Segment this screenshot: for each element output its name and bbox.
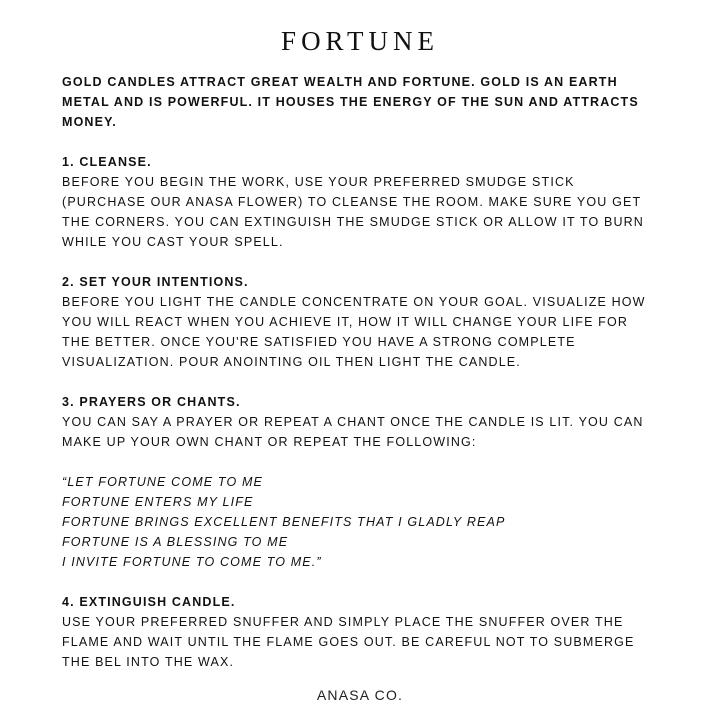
chant-line: FORTUNE BRINGS EXCELLENT BENEFITS THAT I GLADLY REAP: [62, 515, 506, 529]
step-set-intentions: [62, 272, 662, 372]
document-body: [62, 72, 662, 672]
brand-footer: ANASA CO.: [316, 687, 404, 703]
step-heading: 1. CLEANSE.: [62, 155, 152, 169]
step-text-line: (PURCHASE OUR ANASA FLOWER) TO CLEANSE THE ROOM. MAKE SURE YOU GET: [62, 195, 642, 209]
intro-line: GOLD CANDLES ATTRACT GREAT WEALTH AND FORTUNE. GOLD IS AN EARTH: [62, 75, 618, 89]
step-text-line: VISUALIZATION. POUR ANOINTING OIL THEN LIGHT THE CANDLE.: [62, 355, 521, 369]
step-text-line: MAKE UP YOUR OWN CHANT OR REPEAT THE FOLLOWING:: [62, 435, 477, 449]
step-text-line: THE BETTER. ONCE YOU'RE SATISFIED YOU HAVE A STRONG COMPLETE: [62, 335, 576, 349]
spacer: [62, 372, 662, 392]
chant-line: FORTUNE ENTERS MY LIFE: [62, 495, 254, 509]
page-title: FORTUNE: [281, 26, 439, 56]
step-heading: 2. SET YOUR INTENTIONS.: [62, 275, 249, 289]
step-text-line: BEFORE YOU BEGIN THE WORK, USE YOUR PREFERRED SMUDGE STICK: [62, 175, 575, 189]
step-text-line: THE CORNERS. YOU CAN EXTINGUISH THE SMUDGE STICK OR ALLOW IT TO BURN: [62, 215, 644, 229]
step-text-line: BEFORE YOU LIGHT THE CANDLE CONCENTRATE ON YOUR GOAL. VISUALIZE HOW: [62, 295, 646, 309]
step-prayers-or-chants: [62, 392, 662, 452]
chant-line: “LET FORTUNE COME TO ME: [62, 475, 263, 489]
spacer: [62, 572, 662, 592]
step-heading: 3. PRAYERS OR CHANTS.: [62, 395, 241, 409]
intro-line: METAL AND IS POWERFUL. IT HOUSES THE ENERGY OF THE SUN AND ATTRACTS: [62, 95, 639, 109]
spacer: [62, 452, 662, 472]
step-cleanse: [62, 152, 662, 252]
step-extinguish-candle: [62, 592, 662, 672]
step-text-line: FLAME AND WAIT UNTIL THE FLAME GOES OUT. BE CAREFUL NOT TO SUBMERGE: [62, 635, 635, 649]
spacer: [62, 252, 662, 272]
chant-line: FORTUNE IS A BLESSING TO ME: [62, 535, 289, 549]
step-text-line: YOU CAN SAY A PRAYER OR REPEAT A CHANT ONCE THE CANDLE IS LIT. YOU CAN: [62, 415, 644, 429]
step-heading: 4. EXTINGUISH CANDLE.: [62, 595, 236, 609]
spacer: [62, 132, 662, 152]
intro-line: MONEY.: [62, 115, 117, 129]
chant-block: [62, 472, 662, 572]
step-text-line: WHILE YOU CAST YOUR SPELL.: [62, 235, 284, 249]
intro-paragraph: [62, 72, 662, 132]
step-text-line: YOU WILL REACT WHEN YOU ACHIEVE IT, HOW IT WILL CHANGE YOUR LIFE FOR: [62, 315, 629, 329]
chant-line: I INVITE FORTUNE TO COME TO ME.”: [62, 555, 322, 569]
step-text-line: USE YOUR PREFERRED SNUFFER AND SIMPLY PLACE THE SNUFFER OVER THE: [62, 615, 624, 629]
step-text-line: THE BEL INTO THE WAX.: [62, 655, 235, 669]
